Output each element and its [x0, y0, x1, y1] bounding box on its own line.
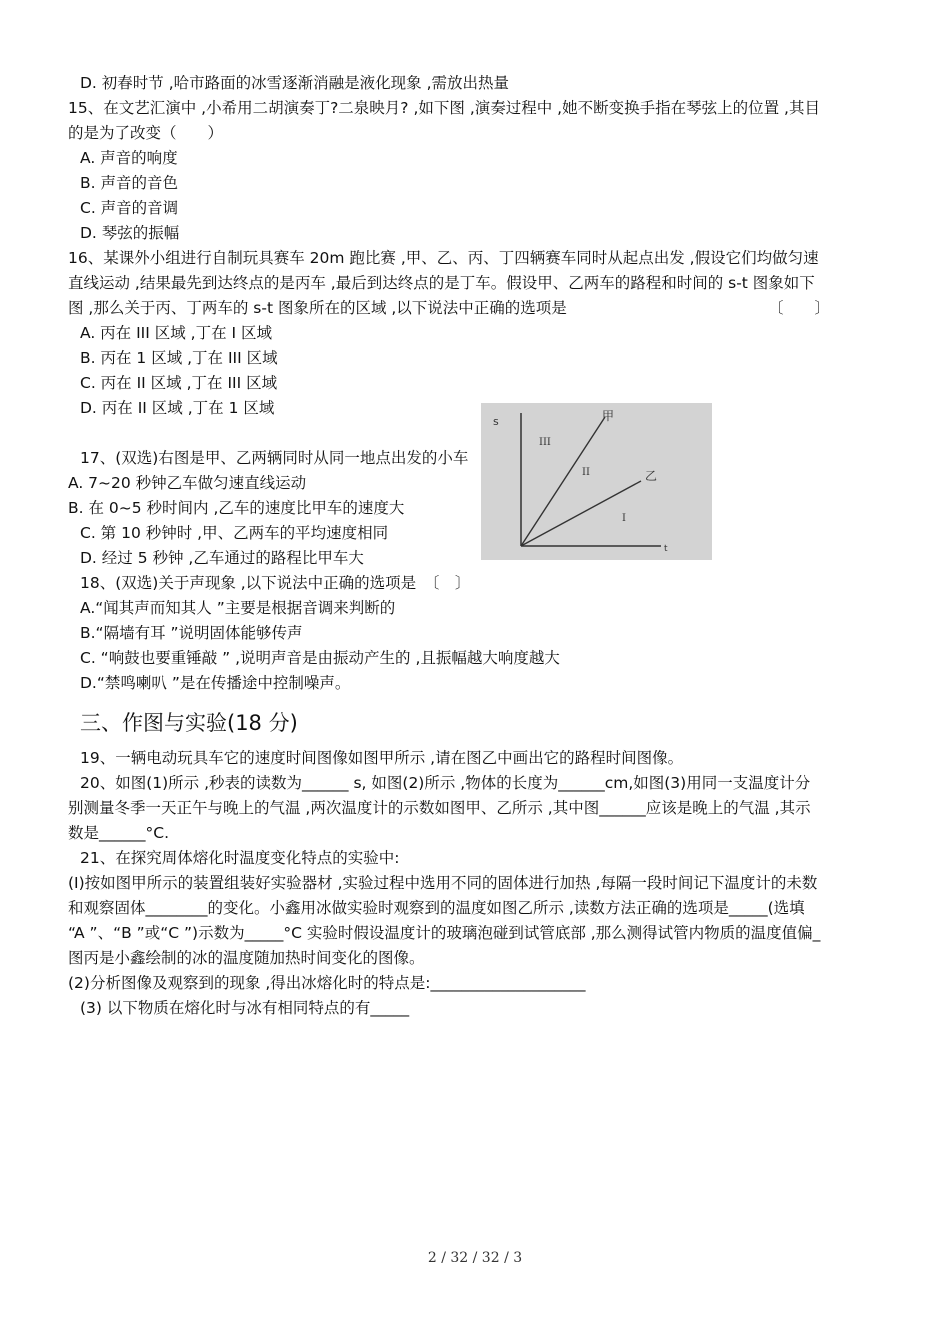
q20-stem-line2: 别测量冬季一天正午与晚上的气温 ,两次温度计的示数如图甲、乙所示 ,其中图______应该是晚上的气温 ,其示: [68, 799, 811, 817]
q20-stem-line1: 20、如图(1)所示 ,秒表的读数为______ s, 如图(2)所示 ,物体的长度为______cm,如图(3)用同一支温度计分: [80, 774, 811, 792]
q17-option-c: C. 第 10 秒钟时 ,甲、乙两车的平均速度相同: [80, 524, 389, 542]
line-yi-label: 乙: [645, 469, 658, 483]
q18-option-a: A.“闻其声而知其人 ”主要是根据音调来判断的: [80, 599, 396, 617]
q17-stem: 17、(双选)右图是甲、乙两辆同时从同一地点出发的小车: [80, 449, 469, 467]
q21-part1-line4: 图丙是小鑫绘制的冰的温度随加热时间变化的图像。: [68, 949, 425, 967]
q19-stem: 19、一辆电动玩具车它的速度时间图像如图甲所示 ,请在图乙中画出它的路程时间图像。: [80, 749, 684, 767]
q21-part2: (2)分析图像及观察到的现象 ,得出冰熔化时的特点是:____________________: [68, 974, 586, 992]
q16-stem-line3: 图 ,那么关于丙、丁两车的 s-t 图象所在的区域 ,以下说法中正确的选项是: [68, 299, 567, 317]
q15-option-b: B. 声音的音色: [80, 174, 178, 192]
q20-stem-line3: 数是______°C.: [68, 824, 169, 842]
q17-option-b: B. 在 0~5 秒时间内 ,乙车的速度比甲车的速度大: [68, 499, 405, 517]
st-graph-svg: [481, 403, 712, 560]
q16-stem-line1: 16、某课外小组进行自制玩具赛车 20m 跑比赛 ,甲、乙、丙、丁四辆赛车同时从起点出发 ,假设它们均做匀速: [68, 249, 819, 267]
q16-stem-line2: 直线运动 ,结果最先到达终点的是丙车 ,最后到达终点的是丁车。假设甲、乙两车的路程和时间的 s-t 图象如下: [68, 274, 815, 292]
q16-option-a: A. 丙在 III 区域 ,丁在 I 区域: [80, 324, 273, 342]
q21-part3: (3) 以下物质在熔化时与冰有相同特点的有_____: [80, 999, 410, 1017]
q18-option-c: C. “响鼓也要重锤敲 ” ,说明声音是由振动产生的 ,且振幅越大响度越大: [80, 649, 560, 667]
region-i-label: I: [622, 513, 626, 524]
region-iii-label: III: [539, 437, 551, 448]
q16-option-d: D. 丙在 II 区域 ,丁在 1 区域: [80, 399, 275, 417]
q15-option-d: D. 琴弦的振幅: [80, 224, 180, 242]
q15-option-a: A. 声音的响度: [80, 149, 178, 167]
q18-option-d: D.“禁鸣喇叭 ”是在传播途中控制噪声。: [80, 674, 351, 692]
line-jia: [521, 417, 605, 546]
q18-option-b: B.“隔墙有耳 ”说明固体能够传声: [80, 624, 303, 642]
q21-part1-line3: “A ”、“B ”或“C ”)示数为_____°C 实验时假设温度计的玻璃泡碰到试管底部 ,那么测得试管内物质的温度值偏_: [68, 924, 821, 942]
q15-option-c: C. 声音的音调: [80, 199, 179, 217]
q21-stem: 21、在探究周体熔化时温度变化特点的实验中:: [80, 849, 400, 867]
axis-y-label: s: [493, 415, 499, 428]
q16-option-c: C. 丙在 II 区域 ,丁在 III 区域: [80, 374, 278, 392]
q21-part1-line2: 和观察固体________的变化。小鑫用冰做实验时观察到的温度如图乙所示 ,读数方法正确的选项是_____(选填: [68, 899, 805, 917]
q17-option-d: D. 经过 5 秒钟 ,乙车通过的路程比甲车大: [80, 549, 364, 567]
q21-part1-line1: (I)按如图甲所示的装置组装好实验器材 ,实验过程中选用不同的固体进行加热 ,每隔一段时间记下温度计的未数: [68, 874, 818, 892]
q16-option-b: B. 丙在 1 区域 ,丁在 III 区域: [80, 349, 278, 367]
q18-stem: 18、(双选)关于声现象 ,以下说法中正确的选项是 〔 〕: [80, 574, 471, 592]
axis-x-label: t: [664, 544, 668, 554]
page-number: 2 / 32 / 32 / 3: [427, 1250, 523, 1266]
q16-answer-bracket: 〔 〕: [768, 299, 831, 317]
st-graph-figure: [481, 403, 712, 560]
q15-stem-line2: 的是为了改变（ ）: [68, 124, 224, 142]
q17-option-a: A. 7~20 秒钟乙车做匀速直线运动: [68, 474, 307, 492]
q15-stem-line1: 15、在文艺汇演中 ,小希用二胡演奏丁?二泉映月? ,如下图 ,演奏过程中 ,她不断变换手指在琴弦上的位置 ,其目: [68, 99, 820, 117]
line-jia-label: 甲: [602, 409, 615, 423]
section-heading: 三、作图与实验(18 分): [80, 711, 298, 735]
q14-option-d: D. 初春时节 ,哈市路面的冰雪逐渐消融是液化现象 ,需放出热量: [80, 74, 509, 92]
region-ii-label: II: [582, 467, 590, 478]
